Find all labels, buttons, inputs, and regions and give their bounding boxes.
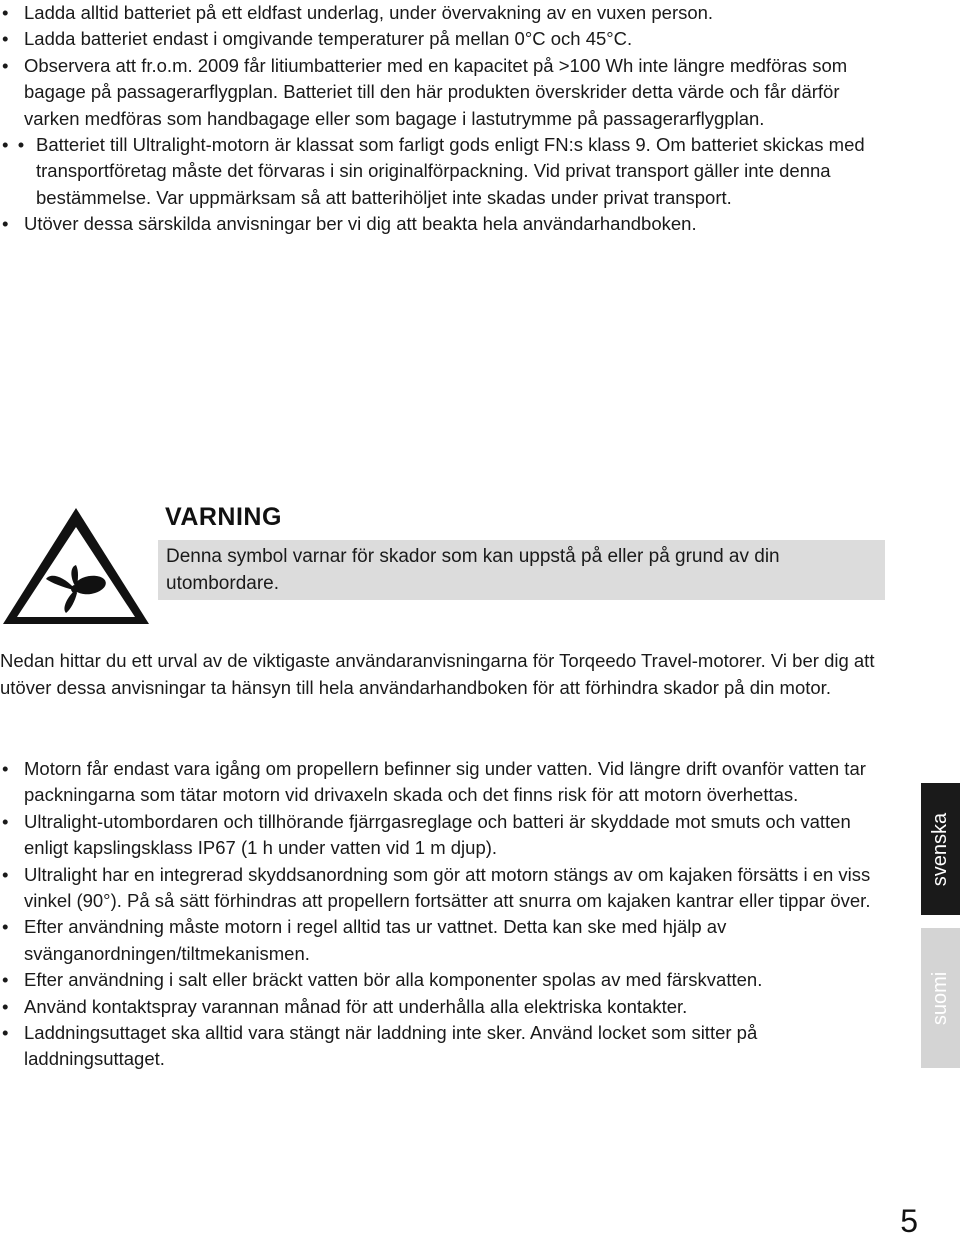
tab-label: svenska <box>929 812 951 886</box>
page-number: 5 <box>900 1203 918 1239</box>
list-item: • Efter användning i salt eller bräckt vatten bör alla komponenter spolas av med färskvatten. <box>0 967 880 993</box>
intro-text: Nedan hittar du ett urval av de viktigaste användaranvisningarna för Torqeedo Travel-motorer. Vi ber dig att utöver dessa anvisningar ta hänsyn till hela användarhandboken för att förhindra skador på din motor. <box>0 650 875 698</box>
motor-instructions-list <box>0 756 880 1073</box>
list-item: • Motorn får endast vara igång om propellern befinner sig under vatten. Vid längre drift ovanför vatten tar packningarna som tätar motorn vid drivaxeln skada och det finns risk för att motorn överhettas. <box>0 756 880 809</box>
warning-title: VARNING <box>165 503 282 531</box>
list-item: • Efter användning måste motorn i regel alltid tas ur vattnet. Detta kan ske med hjälp av svänganordningen/tiltmekanismen. <box>0 914 880 967</box>
list-item: • • Batteriet till Ultralight-motorn är klassat som farligt gods enligt FN:s klass 9. Om batteriet skickas med transportföretag måste det förvaras i sin originalförpackning. Vid privat transport gäller inte denna bestämmelse. Var uppmärksam så att batterihöljet inte skadas under privat transport. <box>0 132 870 211</box>
list-item: • Laddningsuttaget ska alltid vara stängt när laddning inte sker. Använd locket som sitter på laddningsuttaget. <box>0 1020 880 1073</box>
warning-text: Denna symbol varnar för skador som kan uppstå på eller på grund av din utombordare. <box>166 546 780 594</box>
propeller-warning-icon <box>0 505 152 627</box>
list-item: • Ultralight har en integrerad skyddsanordning som gör att motorn stängs av om kajaken försätts i en viss vinkel (90°). På så sätt förhindras att propellern fortsätter att snurra om kajaken kantrar eller tippar över. <box>0 862 880 915</box>
tab-label: suomi <box>929 971 952 1025</box>
list-item: • Observera att fr.o.m. 2009 får litiumbatterier med en kapacitet på >100 Wh inte längre medföras som bagage på passagerarflygplan. Batteriet till den här produkten överskrider detta värde och får därför varken medföras som handbagage eller som bagage i lastutrymme på passagerarflygplan. <box>0 53 870 132</box>
list-item: • Ultralight-utombordaren och tillhörande fjärrgasreglage och batteri är skyddade mot smuts och vatten enligt kapslingsklass IP67 (1 h under vatten vid 1 m djup). <box>0 809 880 862</box>
language-tab-svenska[interactable] <box>921 783 960 915</box>
list-item: • Ladda batteriet endast i omgivande temperaturer på mellan 0°C och 45°C. <box>0 26 870 52</box>
battery-instructions-list <box>0 0 870 238</box>
list-item: • Utöver dessa särskilda anvisningar ber vi dig att beakta hela användarhandboken. <box>0 211 870 237</box>
language-tab-suomi[interactable] <box>921 928 960 1068</box>
list-item: • Ladda alltid batteriet på ett eldfast underlag, under övervakning av en vuxen person. <box>0 0 870 26</box>
intro-paragraph <box>0 648 880 701</box>
list-item: • Använd kontaktspray varannan månad för att underhålla alla elektriska kontakter. <box>0 994 880 1020</box>
